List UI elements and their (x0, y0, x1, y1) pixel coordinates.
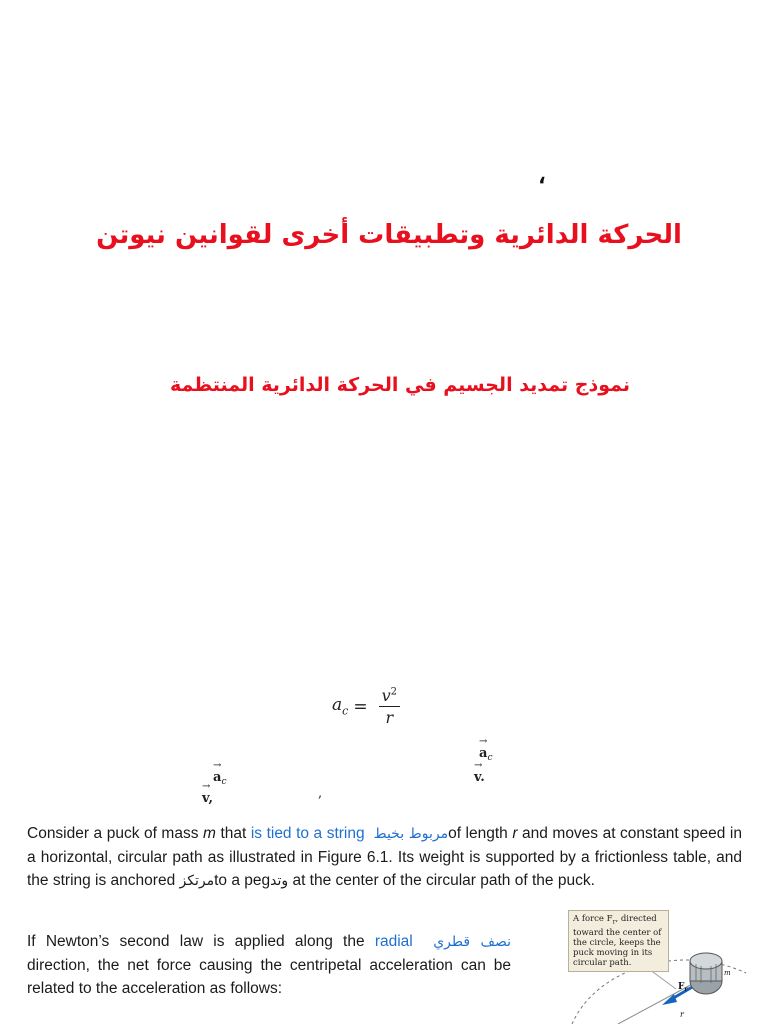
mass-label: m (724, 969, 731, 977)
formula-v: v (381, 686, 391, 705)
p1-blue-phrase: is tied to a string (250, 825, 365, 842)
formula-denominator: r (385, 708, 394, 727)
vector-v-left-letter: v, (202, 791, 214, 806)
paragraph-newton (27, 930, 511, 1000)
p1-text-4: and moves at constant speed in a horizontal, circular path as illustrated in Figure 6.1. Its weight is supported by a frictionless table, and the string is anchored (27, 825, 742, 889)
p1-arabic-peg: وتد (270, 873, 289, 889)
vector-v-right (474, 760, 485, 785)
radius-label: r (680, 1010, 684, 1019)
puck (690, 953, 722, 994)
formula-numerator (379, 686, 400, 707)
formula-a: a (332, 695, 343, 716)
p1-text-6: at the center of the circular path of the puck. (288, 872, 595, 889)
caption-text-2: , directed toward the center of the circle, keeps the puck moving in its circular path. (573, 914, 662, 968)
p1-text-2: that (215, 825, 251, 842)
p1-r-symbol: r (512, 825, 518, 842)
centripetal-formula (332, 686, 400, 727)
p2-text-1: If Newton’s second law is applied along the (27, 933, 375, 950)
arrow-icon: → (474, 760, 483, 771)
mid-comma: , (318, 786, 323, 801)
arrow-icon: → (479, 736, 488, 747)
vector-v-right-letter: v. (474, 770, 485, 785)
p1-text-5: to a peg (214, 872, 271, 889)
formula-lhs (332, 695, 348, 717)
p2-text-2: direction, the net force causing the centripetal acceleration can be related to the acceleration as follows: (27, 957, 511, 997)
formula-fraction (379, 686, 400, 727)
caption-text-1: A force F (573, 914, 613, 924)
formula-a-sub: c (342, 704, 349, 718)
arrow-icon: → (202, 781, 211, 792)
vector-a-left-sub: c (221, 777, 227, 787)
vector-a-left (213, 760, 227, 787)
p1-text-1: Consider a puck of mass (27, 825, 203, 842)
stray-comma: ، (538, 160, 546, 189)
p1-arabic-tied: مربوط بخيط (373, 826, 449, 842)
vector-v-left (202, 781, 214, 806)
p2-arabic-radial: نصف قطري (433, 934, 511, 950)
p1-mass-symbol: m (203, 825, 216, 842)
caption-sub: r (612, 918, 616, 926)
p2-blue-radial: radial (374, 933, 413, 950)
vector-a-right-letter: a (479, 746, 488, 761)
formula-sup: 2 (390, 686, 397, 698)
figure-caption (568, 910, 669, 972)
vector-a-right-sub: c (487, 753, 493, 763)
section-subtitle: نموذج تمديد الجسيم في الحركة الدائرية المنتظمة (169, 374, 630, 396)
p1-text-3: of length (448, 825, 513, 842)
paragraph-puck (27, 822, 742, 893)
figure-puck (558, 903, 768, 1024)
arrow-icon: → (213, 760, 222, 771)
vector-a-left-letter: a (213, 770, 222, 785)
formula-equals: = (353, 696, 368, 717)
p1-arabic-anchored: مرتكز (179, 873, 215, 889)
page-title: الحركة الدائرية وتطبيقات أخرى لقوانين نيوتن (96, 220, 682, 250)
force-label: $F_r$ (678, 982, 688, 993)
